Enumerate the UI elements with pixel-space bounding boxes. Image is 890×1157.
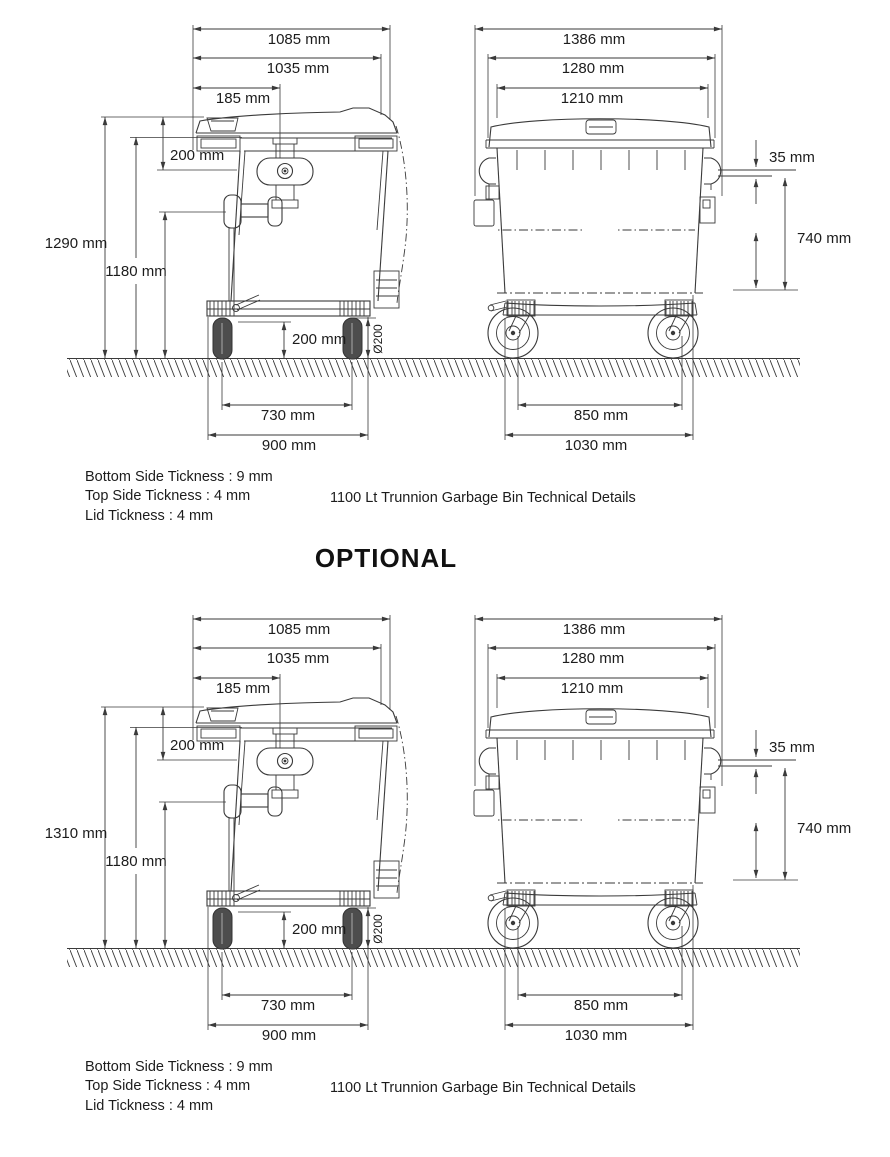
comb-bracket	[374, 861, 399, 898]
comb-rail	[207, 301, 370, 316]
latch-box-left	[474, 790, 494, 816]
ground	[67, 359, 800, 378]
lid-swing-arc	[396, 126, 407, 303]
dim-front-chassis-width: 1030 mm	[564, 437, 628, 454]
dim-front-trunnion-bar: 35 mm	[769, 739, 815, 756]
brake-pedal	[490, 301, 506, 305]
dim-side-body-width: 1035 mm	[266, 650, 330, 667]
dim-side-wheel-base: 730 mm	[260, 997, 316, 1014]
bin-drawing-svg	[0, 590, 890, 1120]
latch-box-left	[474, 200, 494, 226]
dim-side-rim-height: 1180 mm	[105, 263, 167, 280]
front-view-dimensions	[475, 25, 851, 454]
brake-pedal	[490, 891, 506, 895]
dim-front-trunnion-bar: 35 mm	[769, 149, 815, 166]
dim-front-overall-width: 1386 mm	[562, 31, 626, 48]
dim-front-lid-width: 1210 mm	[560, 90, 624, 107]
comb-rail	[207, 891, 370, 906]
bin-side-profile	[196, 108, 407, 359]
bottom-rail	[505, 303, 695, 306]
bin-front-profile	[474, 709, 796, 948]
lift-handle	[224, 195, 241, 228]
dim-front-trunnion-height: 740 mm	[797, 820, 852, 837]
dim-side-lid-depth: 200 mm	[170, 147, 225, 164]
dim-side-wheel-diameter: Ø200	[371, 914, 385, 944]
brake-lever	[236, 885, 259, 895]
bin-side-profile	[196, 698, 407, 949]
optional-heading: OPTIONAL	[314, 543, 458, 573]
side-view-dimensions	[45, 615, 390, 1044]
body-ribs	[517, 150, 685, 170]
dim-side-wheel-base: 730 mm	[260, 407, 316, 424]
dim-side-rim-height: 1180 mm	[105, 853, 167, 870]
dim-side-wheel-diameter: Ø200	[371, 324, 385, 354]
thickness-notes	[85, 1058, 273, 1116]
trunnion-pin-left	[479, 158, 496, 184]
dim-side-overall-height: 1290 mm	[44, 235, 108, 252]
trunnion-pin-left	[479, 748, 496, 774]
body-ribs	[517, 740, 685, 760]
thickness-notes	[85, 468, 273, 526]
trunnion-pin-right	[704, 158, 721, 184]
dim-side-overall-width: 1085 mm	[267, 621, 331, 638]
note-lid-thickness: Lid Tickness : 4 mm	[85, 1097, 214, 1114]
dim-front-wheel-track: 850 mm	[573, 997, 629, 1014]
dim-front-trunnion-height: 740 mm	[797, 230, 852, 247]
dim-side-wheel-height: 200 mm	[292, 921, 347, 938]
bin-drawing-svg	[0, 0, 890, 530]
drawing-set-standard	[0, 0, 890, 540]
note-top-side-thickness: Top Side Tickness : 4 mm	[85, 488, 251, 505]
drawing-set-optional	[0, 590, 890, 1130]
lift-handle	[224, 785, 241, 818]
bottom-rail	[505, 893, 695, 896]
dim-front-overall-width: 1386 mm	[562, 621, 626, 638]
dim-side-overall-width: 1085 mm	[267, 31, 331, 48]
trunnion-pin-right	[704, 748, 721, 774]
note-lid-thickness: Lid Tickness : 4 mm	[85, 507, 214, 524]
dim-side-lid-offset: 185 mm	[215, 680, 271, 697]
drawing-title: 1100 Lt Trunnion Garbage Bin Technical Details	[330, 490, 636, 506]
dim-side-body-width: 1035 mm	[266, 60, 330, 77]
dim-side-lid-offset: 185 mm	[215, 90, 271, 107]
dim-side-overall-height: 1310 mm	[44, 825, 108, 842]
side-view	[45, 615, 408, 1044]
dim-side-lid-depth: 200 mm	[170, 737, 225, 754]
dim-front-lid-width: 1210 mm	[560, 680, 624, 697]
latch-box-right	[700, 197, 715, 223]
comb-bracket	[374, 271, 399, 308]
lid-handle-recess	[207, 708, 238, 721]
front-view	[474, 25, 851, 454]
note-bottom-side-thickness: Bottom Side Tickness : 9 mm	[85, 469, 273, 485]
lid-handle-recess	[207, 118, 238, 131]
dim-side-chassis-width: 900 mm	[261, 437, 317, 454]
front-view-dimensions	[475, 615, 851, 1044]
dim-side-wheel-height: 200 mm	[292, 331, 347, 348]
brake-lever	[236, 295, 259, 305]
side-view	[45, 25, 408, 454]
latch-box-right	[700, 787, 715, 813]
lid-swing-arc	[396, 716, 407, 893]
dim-front-lid-outer-width: 1280 mm	[561, 650, 625, 667]
note-bottom-side-thickness: Bottom Side Tickness : 9 mm	[85, 1059, 273, 1075]
bin-front-profile	[474, 119, 796, 358]
side-view-dimensions	[45, 25, 390, 454]
dim-front-lid-outer-width: 1280 mm	[561, 60, 625, 77]
front-view	[474, 615, 851, 1044]
drawing-title: 1100 Lt Trunnion Garbage Bin Technical Details	[330, 1080, 636, 1096]
ground	[67, 949, 800, 968]
dim-front-chassis-width: 1030 mm	[564, 1027, 628, 1044]
dim-front-wheel-track: 850 mm	[573, 407, 629, 424]
dim-side-chassis-width: 900 mm	[261, 1027, 317, 1044]
note-top-side-thickness: Top Side Tickness : 4 mm	[85, 1078, 251, 1095]
